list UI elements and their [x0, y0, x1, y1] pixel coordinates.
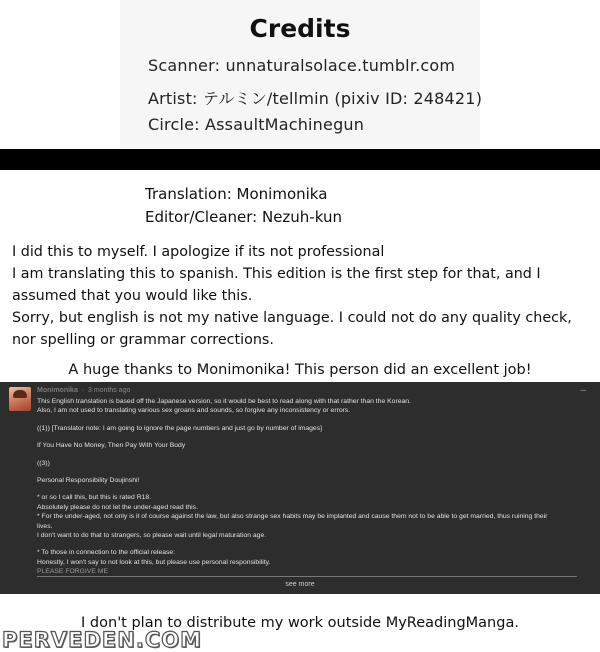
comment-line: This English translation is based off the Japanese version, so it would be best to read along with that rather than the Korean. — [37, 398, 411, 405]
comment-line: lives. — [37, 522, 53, 530]
black-divider — [0, 149, 600, 170]
distribution-note: I don't plan to distribute my work outside MyReadingManga. — [81, 615, 519, 631]
comment-line: ((3)) — [37, 459, 50, 467]
translator-note — [12, 241, 598, 351]
comment-line: * or so I call this, but this is rated R18. — [37, 494, 152, 502]
note-line: I am translating this to spanish. This edition is the first step for that, and I assumed that you would like this. — [12, 266, 541, 304]
comment-line: Honestly, I won't say to not look at this, but please use personal responsibility. — [37, 558, 271, 566]
note-line: I did this to myself. I apologize if its not professional — [12, 244, 385, 260]
comment-line: Personal Responsibility Doujinshi! — [37, 477, 140, 485]
scanner-credit: Scanner: unnaturalsolace.tumblr.com — [148, 56, 456, 75]
comment-time: 3 months ago — [87, 387, 131, 394]
comment-gap — [37, 468, 585, 476]
comment-gap — [37, 485, 585, 493]
credits-title: Credits — [249, 14, 351, 43]
comment-divider — [37, 576, 577, 577]
comment-line: I don't want to do that to strangers, so please wait until legal maturation age. — [37, 532, 267, 540]
comment-line: ((1)) [Translator note: I am going to ignore the page numbers and just go by number of images] — [37, 424, 322, 432]
comment-gap — [37, 540, 585, 548]
comment-gap — [37, 451, 585, 459]
editor-credit: Editor/Cleaner: Nezuh-kun — [145, 208, 342, 226]
comment-header — [37, 387, 130, 394]
comment-line: PLEASE FORGIVE ME — [37, 568, 109, 576]
comment-line: Also, I am not used to translating various sex groans and sounds, so forgive any inconsistency or errors. — [37, 407, 351, 415]
translation-credit: Translation: Monimonika — [145, 185, 328, 203]
credits-panel — [120, 0, 483, 148]
see-more-link[interactable]: see more — [285, 581, 315, 588]
collapse-icon[interactable]: – — [580, 385, 586, 396]
comment-line: * To those in connection to the official release: — [37, 549, 176, 557]
comment-sep-space: · — [79, 387, 87, 394]
note-line: Sorry, but english is not my native language. I could not do any quality check, nor spelling or grammar corrections. — [12, 310, 572, 348]
comment-username[interactable]: Monimonika — [37, 387, 78, 394]
comment-line: * For the under-aged, not only is it of course against the law, but also strange sex habits may be implanted and cause them not to be able to get married, thus ruining their — [37, 513, 548, 521]
avatar — [9, 387, 31, 411]
thanks-message: A huge thanks to Monimonika! This person did an excellent job! — [68, 362, 532, 378]
comment-gap — [37, 416, 585, 424]
comment-line: Absolutely please do not let the under-aged read this. — [37, 503, 198, 511]
artist-credit: Artist: テルミン/tellmin (pixiv ID: 248421) — [148, 89, 483, 108]
comment-line: If You Have No Money, Then Pay With Your Body — [37, 442, 186, 450]
circle-credit: Circle: AssaultMachinegun — [148, 115, 365, 134]
site-watermark: PERVEDEN.COM — [2, 628, 202, 652]
comment-body — [37, 397, 585, 577]
comment-screenshot — [0, 382, 600, 594]
comment-gap — [37, 433, 585, 441]
